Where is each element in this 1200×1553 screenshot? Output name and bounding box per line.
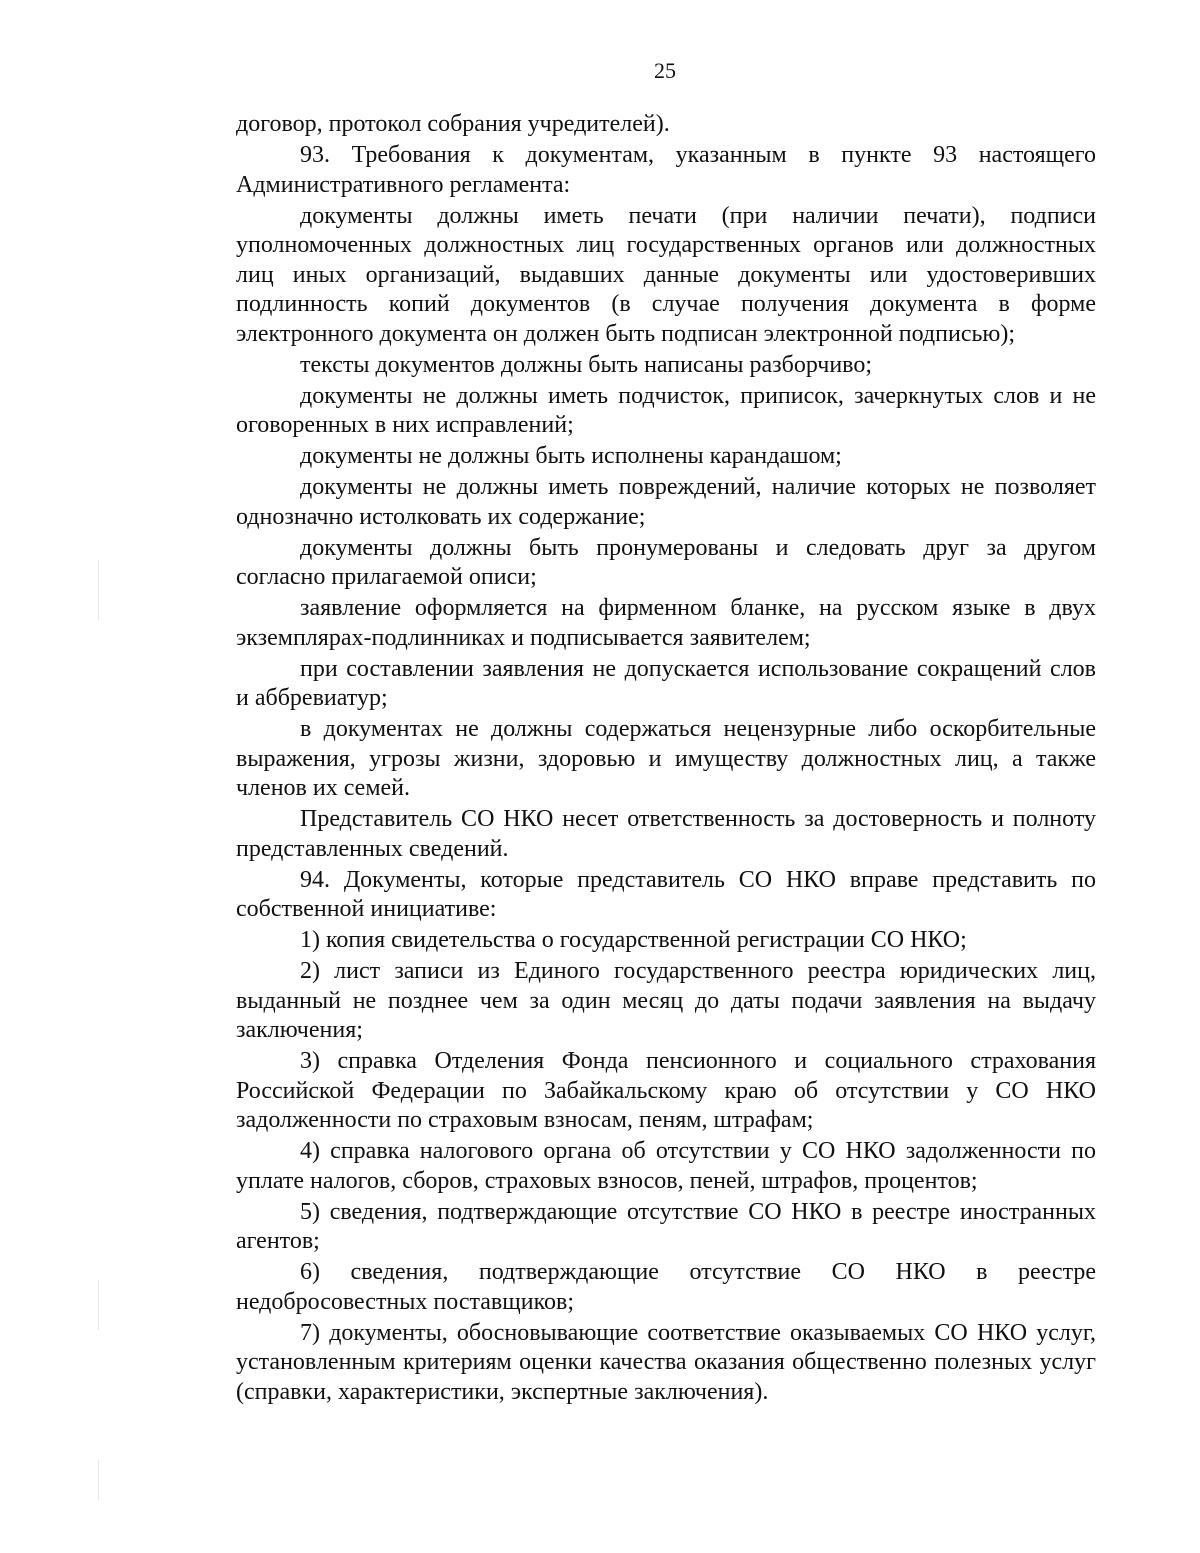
list-item: 2) лист записи из Единого государственного реестра юридических лиц, выданный не позднее чем за один месяц до даты подачи заявления на выдачу заключения; [236,958,1096,1043]
paragraph: документы не должны быть исполнены карандашом; [300,443,842,469]
list-item: 6) сведения, подтверждающие отсутствие СО НКО в реестре недобросовестных поставщиков; [236,1259,1096,1315]
list-item: 4) справка налогового органа об отсутствии у СО НКО задолженности по уплате налогов, сборов, страховых взносов, пеней, штрафов, процентов; [236,1138,1096,1194]
page-number: 25 [654,58,676,83]
list-item: 3) справка Отделения Фонда пенсионного и социального страхования Российской Федерации по Забайкальскому краю об отсутствии у СО НКО задолженности по страховым взносам, пеням, штрафам; [236,1048,1096,1133]
scan-margin-mark [98,560,99,620]
paragraph-item-94: 94. Документы, которые представитель СО НКО вправе представить по собственной инициативе: [236,866,1096,922]
document-body [236,110,1096,1409]
paragraph: документы должны быть пронумерованы и следовать друг за другом согласно прилагаемой описи; [236,534,1096,590]
paragraph: документы не должны иметь подчисток, приписок, зачеркнутых слов и не оговоренных в них исправлений; [236,382,1096,438]
scan-margin-mark [98,1280,99,1330]
paragraph: при составлении заявления не допускается использование сокращений слов и аббревиатур; [236,655,1096,711]
paragraph: документы должны иметь печати (при наличии печати), подписи уполномоченных должностных лиц государственных органов или должностных лиц иных организаций, выдавших данные документы или удостоверивших подлинность копий документов (в случае получения документа в форме электронного документа он должен быть подписан электронной подписью); [236,202,1096,347]
paragraph: договор, протокол собрания учредителей). [236,111,670,137]
paragraph-item-93: 93. Требования к документам, указанным в пункте 93 настоящего Административного регламента: [236,142,1096,198]
list-item: 5) сведения, подтверждающие отсутствие СО НКО в реестре иностранных агентов; [236,1198,1096,1254]
paragraph: тексты документов должны быть написаны разборчиво; [300,351,872,378]
paragraph: Представитель СО НКО несет ответственность за достоверность и полноту представленных сведений. [236,806,1096,862]
paragraph: в документах не должны содержаться нецензурные либо оскорбительные выражения, угрозы жизни, здоровью и имуществу должностных лиц, а также членов их семей. [236,716,1096,801]
scan-margin-mark [98,1460,99,1500]
list-item: 1) копия свидетельства о государственной регистрации СО НКО; [300,927,967,953]
paragraph: документы не должны иметь повреждений, наличие которых не позволяет однозначно истолковать их содержание; [236,474,1096,530]
paragraph: заявление оформляется на фирменном бланке, на русском языке в двух экземплярах-подлинниках и подписывается заявителем; [236,595,1096,651]
list-item: 7) документы, обосновывающие соответствие оказываемых СО НКО услуг, установленным критериям оценки качества оказания общественно полезных услуг (справки, характеристики, экспертные заключения). [236,1319,1096,1405]
